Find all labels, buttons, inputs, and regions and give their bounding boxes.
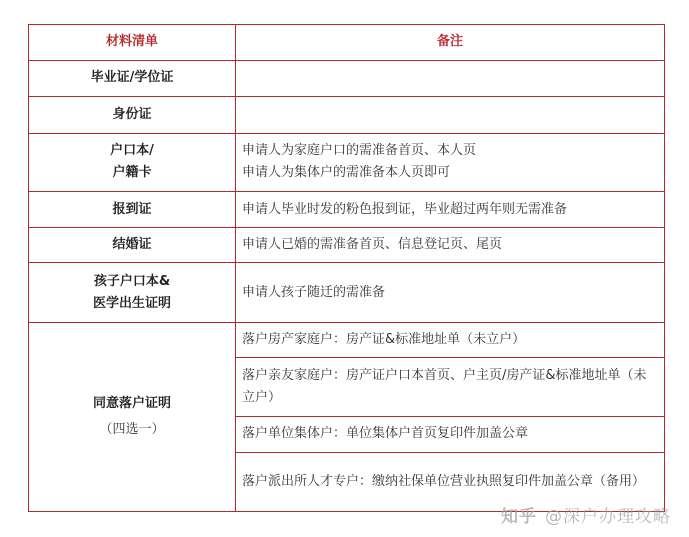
header-notes: 备注	[236, 25, 665, 61]
row-label-id-card: 身份证	[29, 97, 236, 134]
row-label-diploma: 毕业证/学位证	[29, 60, 236, 97]
row-label-consent	[29, 323, 236, 512]
row-note-marriage: 申请人已婚的需准备首页、信息登记页、尾页	[236, 227, 665, 263]
materials-table-frame	[28, 24, 664, 512]
hukou-note-line2: 申请人为集体户的需准备本人页即可	[242, 165, 451, 181]
consent-sub-label: （四选一）	[99, 422, 165, 438]
row-note-diploma	[236, 60, 665, 97]
row-label-marriage: 结婚证	[29, 227, 236, 263]
consent-option: 落户亲友家庭户：房产证户口本首页、户主页/房产证&标准地址单（未立户）	[236, 357, 665, 416]
hukou-label-line2: 户籍卡	[112, 165, 152, 181]
table-row	[29, 97, 665, 134]
consent-option: 落户派出所人才专户：缴纳社保单位营业执照复印件加盖公章（备用）	[236, 453, 665, 512]
table-row	[29, 323, 665, 357]
table-row	[29, 60, 665, 97]
row-note-hukou	[236, 133, 665, 192]
table-row	[29, 133, 665, 192]
watermark	[501, 502, 671, 527]
row-note-report-card: 申请人毕业时发的粉色报到证，毕业超过两年则无需准备	[236, 192, 665, 228]
table-row	[29, 192, 665, 228]
consent-label: 同意落户证明	[92, 396, 171, 412]
watermark-brand: 知乎	[501, 507, 537, 527]
table-row	[29, 227, 665, 263]
row-label-hukou	[29, 133, 236, 192]
child-label-line1: 孩子户口本&	[93, 273, 171, 289]
header-materials: 材料清单	[29, 25, 236, 61]
table-header-row	[29, 25, 665, 61]
hukou-label-line1: 户口本/	[110, 143, 154, 159]
row-label-report-card: 报到证	[29, 192, 236, 228]
row-note-child: 申请人孩子随迁的需准备	[236, 263, 665, 323]
table-row	[29, 263, 665, 323]
watermark-handle: @深户办理攻略	[545, 507, 671, 527]
consent-option: 落户单位集体户：单位集体户首页复印件加盖公章	[236, 416, 665, 453]
materials-table	[28, 24, 665, 512]
child-label-line2: 医学出生证明	[92, 295, 171, 311]
consent-option: 落户房产家庭户：房产证&标准地址单（未立户）	[236, 323, 665, 357]
row-label-child	[29, 263, 236, 323]
hukou-note-line1: 申请人为家庭户口的需准备首页、本人页	[242, 143, 477, 159]
row-note-id-card	[236, 97, 665, 134]
